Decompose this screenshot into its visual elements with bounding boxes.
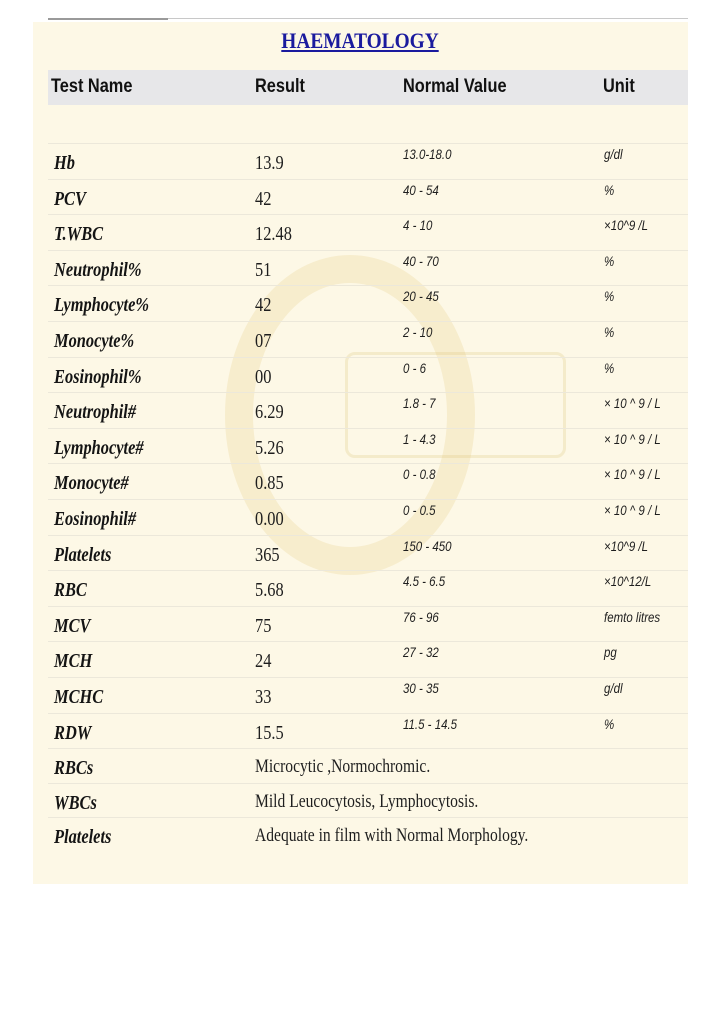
test-name: MCHC <box>54 686 104 708</box>
table-row <box>48 215 688 251</box>
row-divider <box>48 535 688 536</box>
test-normal-value: 30 - 35 <box>403 680 439 696</box>
row-divider <box>48 677 688 678</box>
comment-row <box>48 784 688 820</box>
test-normal-value: 0 - 0.8 <box>403 466 436 483</box>
test-result: 6.29 <box>255 401 284 424</box>
test-normal-value: 1 - 4.3 <box>403 430 436 447</box>
test-name: Monocyte% <box>54 330 135 352</box>
row-divider <box>48 713 688 714</box>
table-row <box>48 607 688 643</box>
test-result: 51 <box>255 258 272 281</box>
test-unit: pg <box>604 644 617 661</box>
test-name: MCH <box>54 650 93 673</box>
table-row <box>48 144 688 180</box>
table-row <box>48 322 688 358</box>
test-name: Hb <box>54 152 75 174</box>
test-result: 42 <box>255 187 272 210</box>
test-normal-value: 2 - 10 <box>403 324 433 340</box>
row-divider <box>48 748 688 749</box>
header-test-name: Test Name <box>51 76 133 97</box>
header-result: Result <box>255 76 305 97</box>
table-row <box>48 714 688 750</box>
row-divider <box>48 641 688 642</box>
test-unit: × 10 ^ 9 / L <box>604 430 661 447</box>
test-name: T.WBC <box>54 223 104 246</box>
test-unit: % <box>604 324 615 340</box>
comment-text: Microcytic ,Normochromic. <box>255 756 431 778</box>
test-name: Lymphocyte# <box>54 436 144 459</box>
test-name: MCV <box>54 614 91 637</box>
table-row <box>48 429 688 465</box>
top-divider-accent <box>48 18 168 20</box>
test-unit: % <box>604 288 615 305</box>
row-divider <box>48 321 688 322</box>
test-name: Monocyte# <box>54 472 129 495</box>
test-name: Lymphocyte% <box>54 294 150 317</box>
table-row <box>48 678 688 714</box>
row-divider <box>48 783 688 784</box>
row-divider <box>48 499 688 500</box>
comment-label: WBCs <box>54 791 97 814</box>
test-name: Neutrophil% <box>54 258 142 281</box>
table-row <box>48 251 688 287</box>
test-normal-value: 150 - 450 <box>403 537 452 554</box>
test-normal-value: 76 - 96 <box>403 608 439 625</box>
table-row <box>48 286 688 322</box>
header-unit: Unit <box>603 76 635 97</box>
test-unit: % <box>604 181 615 198</box>
test-result: 24 <box>255 650 272 673</box>
row-divider <box>48 463 688 464</box>
test-result: 5.26 <box>255 436 284 459</box>
comment-label: Platelets <box>54 826 112 849</box>
test-name: PCV <box>54 187 86 210</box>
row-divider <box>48 570 688 571</box>
test-unit: ×10^12/L <box>604 573 652 590</box>
table-row <box>48 464 688 500</box>
comment-text: Adequate in film with Normal Morphology. <box>255 825 529 847</box>
test-unit: × 10 ^ 9 / L <box>604 466 661 483</box>
row-divider <box>48 817 688 818</box>
test-unit: femto litres <box>604 608 661 625</box>
test-unit: % <box>604 715 615 732</box>
test-normal-value: 40 - 70 <box>403 252 439 269</box>
row-divider <box>48 428 688 429</box>
table-row <box>48 571 688 607</box>
test-name: Neutrophil# <box>54 401 137 424</box>
test-result: 0.85 <box>255 472 284 495</box>
test-unit: % <box>604 252 615 269</box>
test-result: 13.9 <box>255 152 284 174</box>
test-result: 33 <box>255 686 272 708</box>
row-divider <box>48 250 688 251</box>
test-name: RBC <box>54 579 87 602</box>
test-normal-value: 4 - 10 <box>403 217 433 234</box>
table-row <box>48 536 688 572</box>
test-normal-value: 0 - 0.5 <box>403 502 436 518</box>
test-result: 42 <box>255 294 272 317</box>
test-result: 00 <box>255 365 272 388</box>
test-result: 365 <box>255 543 280 566</box>
comment-row <box>48 749 688 785</box>
row-divider <box>48 143 688 144</box>
test-result: 12.48 <box>255 223 292 246</box>
row-divider <box>48 214 688 215</box>
test-name: RDW <box>54 721 92 744</box>
test-normal-value: 0 - 6 <box>403 359 426 376</box>
test-normal-value: 20 - 45 <box>403 288 439 305</box>
report-title: HAEMATOLOGY <box>281 28 439 53</box>
test-unit: g/dl <box>604 146 623 162</box>
row-divider <box>48 606 688 607</box>
row-divider <box>48 285 688 286</box>
test-name: Platelets <box>54 543 112 566</box>
test-normal-value: 4.5 - 6.5 <box>403 573 446 590</box>
table-row <box>48 180 688 216</box>
comment-text: Mild Leucocytosis, Lymphocytosis. <box>255 790 479 812</box>
table-row <box>48 500 688 536</box>
test-unit: ×10^9 /L <box>604 217 649 234</box>
test-normal-value: 11.5 - 14.5 <box>403 715 458 732</box>
row-divider <box>48 392 688 393</box>
test-normal-value: 27 - 32 <box>403 644 439 661</box>
test-result: 07 <box>255 330 272 352</box>
table-header-band <box>48 70 688 105</box>
table-row <box>48 393 688 429</box>
row-divider <box>48 179 688 180</box>
test-normal-value: 1.8 - 7 <box>403 395 436 412</box>
table-row <box>48 358 688 394</box>
test-result: 75 <box>255 614 272 637</box>
test-unit: g/dl <box>604 680 623 696</box>
comment-row <box>48 818 688 854</box>
test-unit: ×10^9 /L <box>604 537 649 554</box>
row-divider <box>48 357 688 358</box>
comment-label: RBCs <box>54 757 94 780</box>
test-normal-value: 40 - 54 <box>403 181 439 198</box>
table-row <box>48 642 688 678</box>
header-normal-value: Normal Value <box>403 76 507 97</box>
test-unit: × 10 ^ 9 / L <box>604 395 661 412</box>
test-result: 0.00 <box>255 508 284 530</box>
test-normal-value: 13.0-18.0 <box>403 146 452 162</box>
test-name: Eosinophil% <box>54 365 142 388</box>
test-unit: × 10 ^ 9 / L <box>604 502 661 518</box>
test-result: 5.68 <box>255 579 284 602</box>
test-name: Eosinophil# <box>54 508 137 530</box>
test-unit: % <box>604 359 615 376</box>
test-result: 15.5 <box>255 721 284 744</box>
